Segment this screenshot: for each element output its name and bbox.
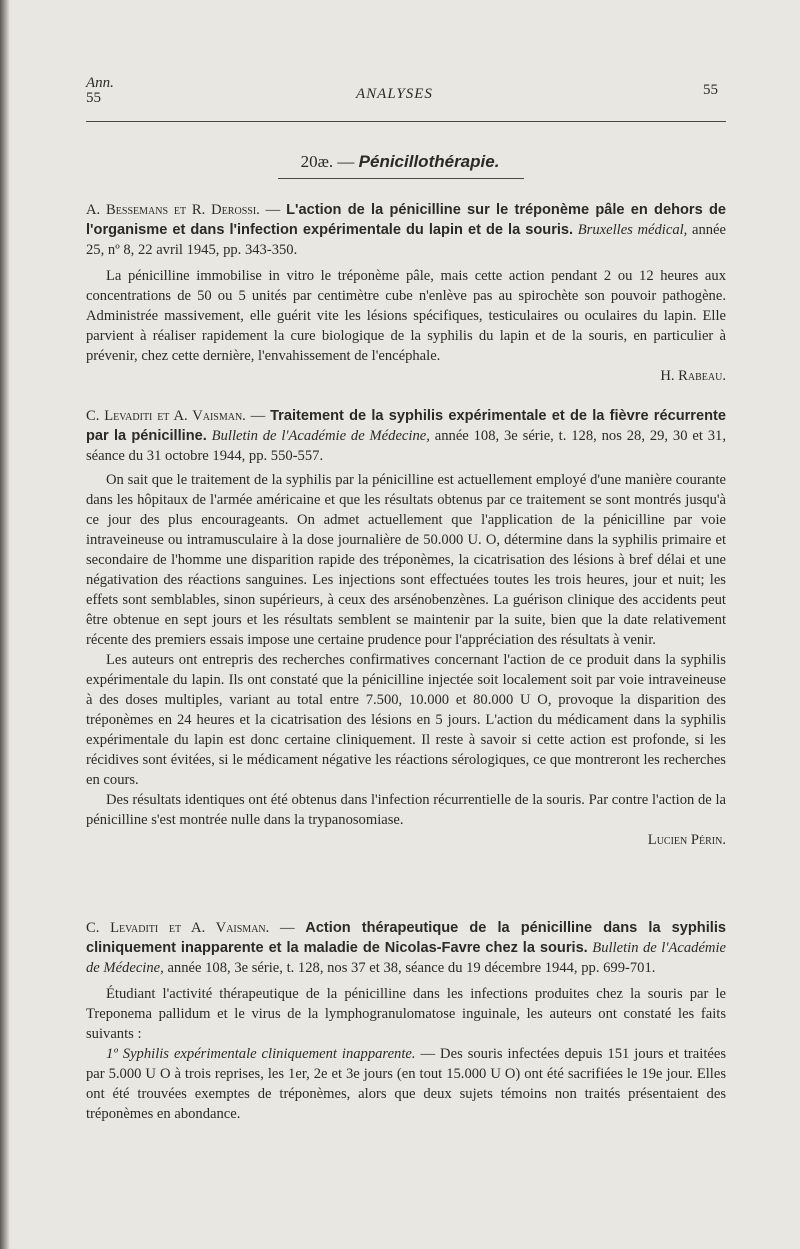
article-3	[86, 918, 726, 1124]
article-3-paragraph-1: Étudiant l'activité thérapeutique de la pénicilline dans les infections produites chez la souris par le Treponema pallidum et le virus de la lymphogranulomatose inguinale, les auteurs ont constaté les faits suivants :	[86, 986, 726, 1042]
article-3-journal: Bulletin de l'Académie de Médecine,	[86, 940, 727, 976]
article-1-citation: année 25, nº 8, 22 avril 1945, pp. 343-350.	[86, 222, 727, 258]
article-3-authors: C. Levaditi et A. Vaisman. —	[86, 920, 295, 936]
annotation-number: 55	[86, 90, 101, 106]
article-2-title: Traitement de la syphilis expérimentale et de la fièvre récurrente par la pénicilline.	[86, 408, 726, 444]
article-2-paragraph-2: Les auteurs ont entrepris des recherches confirmatives concernant l'action de ce produit dans la syphilis expérimentale du lapin. Ils ont constaté que la pénicilline injectée soit localement soit par voie intraveineuse à des doses multiples, variant au total entre 7.500, 10.000 et 80.000 U O, provoque la disparition des tréponèmes en 24 heures et la cicatrisation des lésions en 5 jours. L'action du médicament dans la syphilis expérimentale du lapin est donc certaine cliniquement. Il reste à savoir si cette action est profonde, si les récidives sont évitées, si le médicament négative les réactions sérologiques, ce que montreront les recherches en cours.	[86, 652, 726, 788]
article-3-item-1-text: — Des souris infectées depuis 151 jours et traitées par 5.000 U O à trois reprises, les 1er, 2e et 3e jours (en tout 15.000 U O) ont été sacrifiées le 19e jour. Elles ont été trouvées exemptes de tréponèmes, alors que deux sujets témoins non traités présentaient des tréponèmes en abondance.	[86, 1046, 727, 1122]
article-1-body: La pénicilline immobilise in vitro le tréponème pâle, mais cette action pendant 2 ou 12 heures aux concentrations de 50 ou 5 unités par centimètre cube n'enlève pas au spirochète son pouvoir pathogène. Administrée massivement, elle guérit vite les lésions spécifiques, testiculaires ou oculaires du lapin. Elle parvient à réaliser rapidement la cure biologique de la syphilis du lapin et de la souris, en particulier à prévenir, chez cette dernière, l'envahissement de l'encéphale.	[86, 268, 726, 364]
section-heading	[0, 152, 800, 172]
article-2	[86, 406, 726, 850]
article-1-authors: A. Bessemans et R. Derossi. —	[86, 202, 281, 218]
article-1-signature: H. Rabeau.	[660, 368, 726, 384]
article-3-citation: année 108, 3e série, t. 128, nos 37 et 38, séance du 19 décembre 1944, pp. 699-701.	[167, 960, 656, 976]
article-3-item-1-label: 1º Syphilis expérimentale cliniquement inapparente.	[106, 1046, 416, 1062]
article-2-paragraph-3: Des résultats identiques ont été obtenus dans l'infection récurrentielle de la souris. Par contre l'action de la pénicilline s'est montrée nulle dans la trypanosomiase.	[86, 792, 726, 828]
article-1-title: L'action de la pénicilline sur le tréponème pâle en dehors de l'organisme et dans l'infection expérimentale du lapin et de la souris.	[86, 202, 727, 238]
handwritten-annotation: Ann.	[86, 75, 114, 91]
article-1	[86, 200, 726, 386]
article-3-item-1	[86, 1044, 726, 1124]
article-1-journal: Bruxelles médical,	[577, 222, 688, 238]
section-number: 20æ. —	[300, 152, 355, 171]
article-3-title: Action thérapeutique de la pénicilline dans la syphilis cliniquement inapparente et la maladie de Nicolas-Favre chez la souris.	[86, 920, 726, 956]
article-2-reference	[86, 406, 726, 466]
section-underline	[278, 178, 524, 179]
article-2-signature: Lucien Périn.	[647, 832, 726, 848]
page-binding-edge	[0, 0, 10, 1249]
article-1-reference	[86, 200, 726, 260]
page-number: 55	[703, 82, 718, 98]
article-2-journal: Bulletin de l'Académie de Médecine,	[211, 428, 430, 444]
article-2-paragraph-1: On sait que le traitement de la syphilis par la pénicilline est actuellement employé d'une manière courante dans les hôpitaux de l'armée américaine et que les résultats obtenus par ce traitement se sont montrés jusqu'à ce jour des plus encourageants. On admet actuellement que l'application de la pénicilline par voie intraveineuse ou intramusculaire à la dose journalière de 50.000 U. O, détermine dans la syphilis primaire et secondaire de l'homme une disparition rapide des tréponèmes, la cicatrisation des lésions à bref délai et une négativation des réactions sanguines. Les injections sont effectuées toutes les trois heures, jour et nuit; les effets sont semblables, sinon supérieurs, à ceux des arsénobenzènes. La guérison clinique des accidents peut être obtenue en sept jours et les résultats semblent se maintenir par la suite, bien que la date relativement récente des premiers essais impose une certaine prudence pour l'appréciation des résultats à venir.	[86, 472, 726, 648]
header-rule	[86, 121, 726, 122]
article-2-authors: C. Levaditi et A. Vaisman. —	[86, 408, 266, 424]
article-3-reference	[86, 918, 726, 978]
running-title: ANALYSES	[356, 86, 433, 102]
article-2-citation: année 108, 3e série, t. 128, nos 28, 29, 30 et 31, séance du 31 octobre 1944, pp. 550-557.	[86, 428, 726, 464]
section-title: Pénicillothérapie.	[358, 152, 500, 171]
